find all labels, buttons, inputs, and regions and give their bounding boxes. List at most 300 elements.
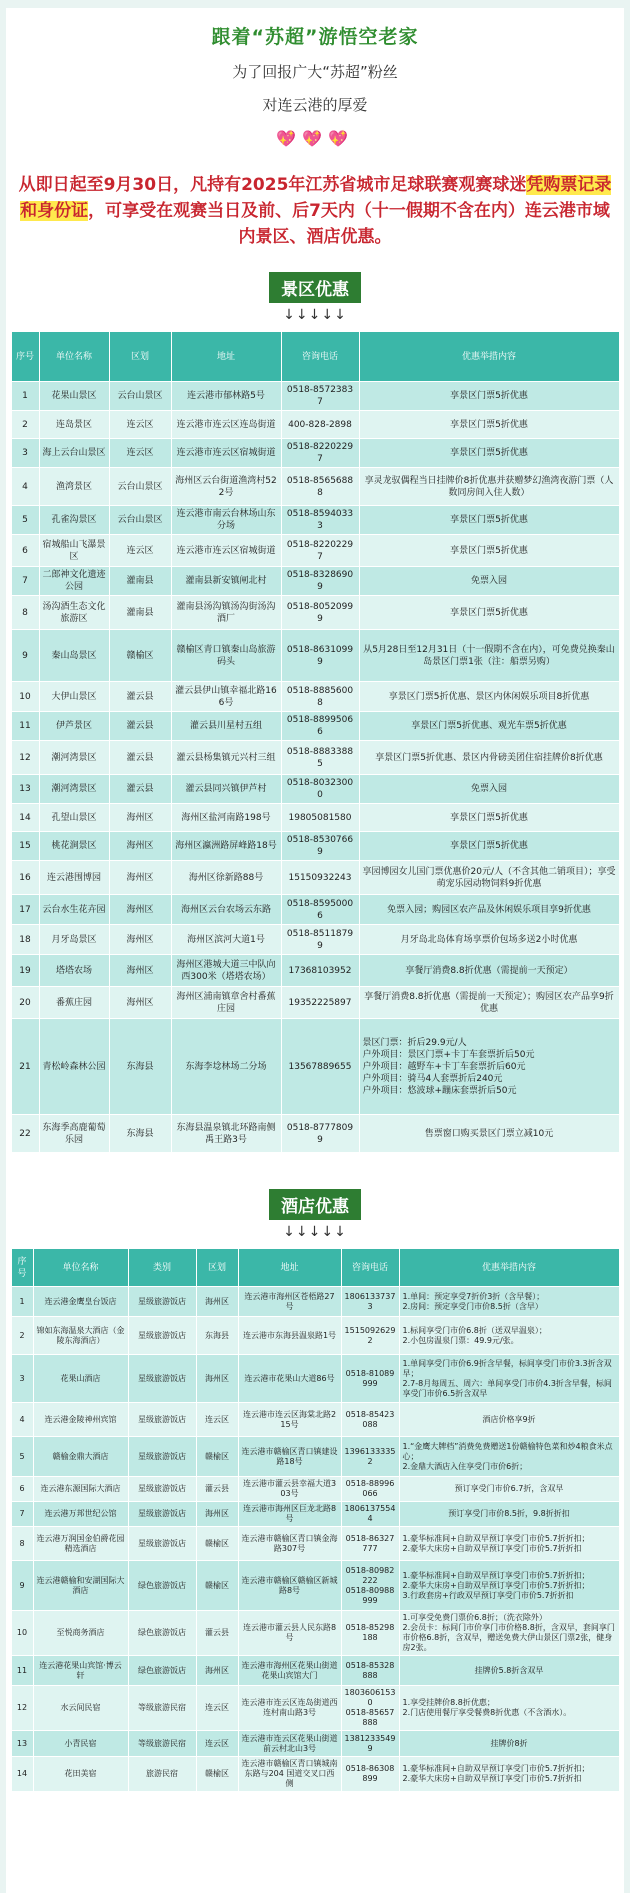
hotel-cell: 挂牌价8折 <box>399 1731 619 1757</box>
scenic-cell: 0518-80323000 <box>281 775 359 804</box>
hotel-cell: 连云区 <box>196 1686 238 1731</box>
scenic-cell: 番蕉庄园 <box>39 987 109 1019</box>
hotel-cell: 连云港金陵神州宾馆 <box>33 1403 128 1437</box>
scenic-cell: 0518-82202297 <box>281 535 359 567</box>
notice-highlight: 凭购票记录和身份证 <box>20 175 612 221</box>
hotel-cell: 海州区 <box>196 1287 238 1317</box>
scenic-cell: 1 <box>11 382 39 411</box>
hotel-cell: 酒店价格享9折 <box>399 1403 619 1437</box>
hotel-cell: 赣榆金鼎大酒店 <box>33 1437 128 1477</box>
scenic-cell: 享景区门票5折优惠、观光车票5折优惠 <box>359 712 619 741</box>
hotel-cell: 15150926292 <box>341 1317 399 1355</box>
scenic-cell: 海州区 <box>109 895 171 925</box>
hotel-cell: 18061375544 <box>341 1502 399 1527</box>
scenic-cell: 3 <box>11 439 39 468</box>
hotel-cell: 13 <box>11 1731 33 1757</box>
scenic-cell: 连云区 <box>109 439 171 468</box>
scenic-cell: 连云港市连云区连岛街道 <box>171 411 281 439</box>
scenic-cell: 享景区门票5折优惠 <box>359 804 619 832</box>
hotel-cell: 10 <box>11 1611 33 1656</box>
scenic-cell: 0518-88995066 <box>281 712 359 741</box>
top-border <box>0 0 630 8</box>
hotel-cell: 挂牌价5.8折含双早 <box>399 1656 619 1686</box>
hotel-cell: 水云间民宿 <box>33 1686 128 1731</box>
hotel-cell: 星级旅游饭店 <box>128 1317 196 1355</box>
scenic-cell: 免票入园 <box>359 775 619 804</box>
scenic-cell: 0518-85940333 <box>281 506 359 535</box>
scenic-cell: 灌云县伊山镇幸福北路166号 <box>171 682 281 712</box>
scenic-cell: 0518-83286909 <box>281 567 359 596</box>
scenic-cell: 享餐厅消费8.8折优惠（需提前一天预定） <box>359 955 619 987</box>
scenic-cell: 连云港围博园 <box>39 861 109 895</box>
hotel-cell: 0518-86308899 <box>341 1757 399 1792</box>
hotel-cell: 连云港花果山宾馆·博云轩 <box>33 1656 128 1686</box>
hotel-cell: 等级旅游民宿 <box>128 1686 196 1731</box>
scenic-cell: 0518-80520999 <box>281 596 359 630</box>
hotel-cell: 连云港市海州区巨龙北路8号 <box>238 1502 341 1527</box>
scenic-cell: 海州区 <box>109 804 171 832</box>
scenic-cell: 连云区 <box>109 411 171 439</box>
hotel-cell: 连云港市花果山大道86号 <box>238 1355 341 1403</box>
scenic-cell: 云台山景区 <box>109 382 171 411</box>
intro-line-1: 为了回报广大“苏超”粉丝 <box>232 63 398 81</box>
scenic-cell: 11 <box>11 712 39 741</box>
table-row <box>11 468 619 506</box>
table-row <box>11 682 619 712</box>
scenic-cell: 伊芦景区 <box>39 712 109 741</box>
scenic-cell: 连云区 <box>109 535 171 567</box>
hotel-cell: 绿色旅游饭店 <box>128 1561 196 1611</box>
hotel-cell: 2 <box>11 1317 33 1355</box>
scenic-cell: 海州区徐新路88号 <box>171 861 281 895</box>
table-row <box>11 382 619 411</box>
scenic-header-cell: 地址 <box>171 332 281 382</box>
hotel-cell: 18061337373 <box>341 1287 399 1317</box>
scenic-cell: 13 <box>11 775 39 804</box>
hotel-cell: 0518-81089999 <box>341 1355 399 1403</box>
scenic-cell: 享景区门票5折优惠 <box>359 382 619 411</box>
notice-part-2: ，可享受在观赛当日及前、后7天内（十一假期不含在内）连云港市域内景区、酒店优惠。 <box>88 201 610 247</box>
scenic-cell: 0518-85307669 <box>281 832 359 861</box>
scenic-table-header <box>11 332 619 382</box>
notice-part-1: 从即日起至9月30日，凡持有2025年江苏省城市足球联赛观赛球迷 <box>18 175 527 195</box>
table-row <box>11 1403 619 1437</box>
table-row <box>11 1019 619 1115</box>
hotel-cell: 星级旅游饭店 <box>128 1287 196 1317</box>
scenic-cell: 孔望山景区 <box>39 804 109 832</box>
scenic-cell: 汤沟酒生态文化旅游区 <box>39 596 109 630</box>
scenic-cell: 赣榆区青口镇秦山岛旅游码头 <box>171 630 281 682</box>
hotel-cell: 14 <box>11 1757 33 1792</box>
scenic-header-cell: 单位名称 <box>39 332 109 382</box>
table-row <box>11 861 619 895</box>
hotel-header-cell: 序号 <box>11 1249 33 1287</box>
hotel-header-cell: 咨询电话 <box>341 1249 399 1287</box>
table-row <box>11 1527 619 1561</box>
scenic-cell: 免票入园；购园区农产品及休闲娱乐项目享9折优惠 <box>359 895 619 925</box>
scenic-header-cell: 优惠举措内容 <box>359 332 619 382</box>
scenic-cell: 5 <box>11 506 39 535</box>
scenic-cell: 海州区盐河南路198号 <box>171 804 281 832</box>
hotel-cell: 7 <box>11 1502 33 1527</box>
scenic-cell: 13567889655 <box>281 1019 359 1115</box>
scenic-cell: 10 <box>11 682 39 712</box>
hotel-cell: 预订享受门市价6.7折，含双早 <box>399 1477 619 1502</box>
scenic-cell: 21 <box>11 1019 39 1115</box>
table-row <box>11 630 619 682</box>
scenic-cell: 连云港市郁林路5号 <box>171 382 281 411</box>
scenic-cell: 东海县 <box>109 1019 171 1115</box>
scenic-cell: 享景区门票5折优惠、景区内休闲娱乐项目8折优惠 <box>359 682 619 712</box>
scenic-cell: 海州区滨河大道1号 <box>171 925 281 955</box>
table-row <box>11 1502 619 1527</box>
table-row <box>11 1477 619 1502</box>
hotel-cell: 连云港市东海县温泉路1号 <box>238 1317 341 1355</box>
scenic-cell: 海州区云台农场云东路 <box>171 895 281 925</box>
hotel-cell: 绿色旅游饭店 <box>128 1656 196 1686</box>
scenic-cell: 0518-85656888 <box>281 468 359 506</box>
scenic-cell: 灌云县杨集镇元兴村三组 <box>171 741 281 775</box>
scenic-cell: 0518-88833885 <box>281 741 359 775</box>
scenic-cell: 17368103952 <box>281 955 359 987</box>
scenic-cell: 海州区 <box>109 832 171 861</box>
scenic-cell: 塔塔农场 <box>39 955 109 987</box>
table-row <box>11 832 619 861</box>
table-row <box>11 741 619 775</box>
scenic-cell: 14 <box>11 804 39 832</box>
hotel-cell: 海州区 <box>196 1355 238 1403</box>
scenic-cell: 云台山景区 <box>109 506 171 535</box>
hotel-cell: 8 <box>11 1527 33 1561</box>
table-row <box>11 1656 619 1686</box>
intro <box>0 0 630 148</box>
scenic-cell: 享景区门票5折优惠 <box>359 596 619 630</box>
table-row <box>11 1115 619 1153</box>
hotel-cell: 星级旅游饭店 <box>128 1477 196 1502</box>
hotel-cell: 13961333352 <box>341 1437 399 1477</box>
table-row <box>11 987 619 1019</box>
scenic-header-cell: 区划 <box>109 332 171 382</box>
scenic-cell: 灌南县汤沟镇汤沟街汤沟酒厂 <box>171 596 281 630</box>
hotel-header-cell: 单位名称 <box>33 1249 128 1287</box>
hotel-cell: 连云港市灌云县幸福大道303号 <box>238 1477 341 1502</box>
scenic-cell: 0518-87778099 <box>281 1115 359 1153</box>
table-row <box>11 1287 619 1317</box>
hotel-table-header <box>11 1249 619 1287</box>
scenic-cell: 东海县 <box>109 1115 171 1153</box>
hotel-cell: 绿色旅游饭店 <box>128 1611 196 1656</box>
scenic-cell: 17 <box>11 895 39 925</box>
scenic-cell: 0518-85723837 <box>281 382 359 411</box>
scenic-cell: 云台山景区 <box>109 468 171 506</box>
hotel-cell: 12 <box>11 1686 33 1731</box>
scenic-cell: 0518-88856008 <box>281 682 359 712</box>
scenic-cell: 月牙岛北岛体育场享票价包场多送2小时优惠 <box>359 925 619 955</box>
hotel-cell: 1.“金鹰大牌档”消费免费赠送1份赣榆特色菜和炒4粮食米点心； 2.金鼎大酒店入住享受门市价6折； <box>399 1437 619 1477</box>
hotel-cell: 预订享受门市价8.5折，9.8折折扣 <box>399 1502 619 1527</box>
hotel-header-cell: 类别 <box>128 1249 196 1287</box>
scenic-cell: 海州区港城大道三中队向西300米（塔塔农场） <box>171 955 281 987</box>
left-border <box>0 0 6 1893</box>
scenic-cell: 海州区 <box>109 925 171 955</box>
scenic-cell: 海州区云台街道渔湾村522号 <box>171 468 281 506</box>
table-row <box>11 895 619 925</box>
hotel-cell: 1.标间享受门市价6.8折（送双早温泉）； 2.小包房温泉门票：49.9元/张。 <box>399 1317 619 1355</box>
scenic-cell: 22 <box>11 1115 39 1153</box>
scenic-cell: 花果山景区 <box>39 382 109 411</box>
scenic-cell: 连云港市南云台林场山东分场 <box>171 506 281 535</box>
scenic-cell: 云台水生花卉园 <box>39 895 109 925</box>
table-row <box>11 1561 619 1611</box>
table-row <box>11 775 619 804</box>
scenic-cell: 潮河湾景区 <box>39 775 109 804</box>
notice <box>18 172 612 250</box>
scenic-cell: 4 <box>11 468 39 506</box>
hotel-cell: 星级旅游饭店 <box>128 1437 196 1477</box>
hotel-cell: 灌云县 <box>196 1611 238 1656</box>
table-row <box>11 955 619 987</box>
hotel-cell: 1 <box>11 1287 33 1317</box>
scenic-cell: 0518-85118799 <box>281 925 359 955</box>
hotel-cell: 赣榆区 <box>196 1437 238 1477</box>
hotel-cell: 海州区 <box>196 1656 238 1686</box>
table-row <box>11 1731 619 1757</box>
hotel-cell: 星级旅游饭店 <box>128 1403 196 1437</box>
hotel-cell: 连云港赣榆和安湖国际大酒店 <box>33 1561 128 1611</box>
hotel-cell: 5 <box>11 1437 33 1477</box>
scenic-cell: 从5月28日至12月31日（十一假期不含在内），可免费兑换秦山岛景区门票1张（注：船票另购） <box>359 630 619 682</box>
scenic-cell: 灌南县 <box>109 567 171 596</box>
scenic-cell: 15 <box>11 832 39 861</box>
scenic-cell: 海州区浦南镇章舍村番蕉庄园 <box>171 987 281 1019</box>
scenic-cell: 孔雀沟景区 <box>39 506 109 535</box>
hotel-cell: 1.豪华标准间+自助双早预订享受门市价5.7折折扣； 2.豪华大床房+自助双早预订享受门市价5.7折折扣 <box>399 1527 619 1561</box>
hotel-cell: 连云港市连云区连岛街道西连村南山路3号 <box>238 1686 341 1731</box>
scenic-cell: 海州区 <box>109 987 171 1019</box>
scenic-cell: 400-828-2898 <box>281 411 359 439</box>
scenic-cell: 19805081580 <box>281 804 359 832</box>
scenic-cell: 海州区 <box>109 861 171 895</box>
hotel-cell: 连云港市连云区花果山街道前云村北山3号 <box>238 1731 341 1757</box>
hotel-cell: 小青民宿 <box>33 1731 128 1757</box>
hotel-table <box>11 1248 620 1792</box>
hotel-cell: 连云港万邦世纪公馆 <box>33 1502 128 1527</box>
hotel-cell: 连云区 <box>196 1731 238 1757</box>
scenic-cell: 大伊山景区 <box>39 682 109 712</box>
hotel-cell: 连云港金鹰皇台饭店 <box>33 1287 128 1317</box>
hotel-cell: 0518-86327777 <box>341 1527 399 1561</box>
hotel-cell: 连云港市赣榆区赣榆区新城路8号 <box>238 1561 341 1611</box>
scenic-cell: 享景区门票5折优惠 <box>359 535 619 567</box>
table-row <box>11 712 619 741</box>
scenic-header-cell: 咨询电话 <box>281 332 359 382</box>
scenic-cell: 19352225897 <box>281 987 359 1019</box>
table-row <box>11 567 619 596</box>
scenic-cell: 赣榆区 <box>109 630 171 682</box>
scenic-cell: 海州区 <box>109 955 171 987</box>
scenic-section-label: 景区优惠 <box>269 272 361 303</box>
hotel-section-label: 酒店优惠 <box>269 1189 361 1220</box>
table-row <box>11 411 619 439</box>
hotel-cell: 花果山酒店 <box>33 1355 128 1403</box>
table-row <box>11 439 619 468</box>
scenic-cell: 20 <box>11 987 39 1019</box>
hotel-cell: 旅游民宿 <box>128 1757 196 1792</box>
scenic-cell: 灌南县 <box>109 596 171 630</box>
hotel-cell: 连云港市海州区苍梧路27号 <box>238 1287 341 1317</box>
scenic-cell: 潮河湾景区 <box>39 741 109 775</box>
hotel-cell: 18036061530 0518-85657888 <box>341 1686 399 1731</box>
table-row <box>11 804 619 832</box>
scenic-cell: 海州区瀛洲路屏峰路18号 <box>171 832 281 861</box>
hotel-cell: 4 <box>11 1403 33 1437</box>
hotel-cell: 东海县 <box>196 1317 238 1355</box>
table-row <box>11 596 619 630</box>
scenic-cell: 灌云县同兴镇伊芦村 <box>171 775 281 804</box>
scenic-cell: 东海季高鹿葡萄乐园 <box>39 1115 109 1153</box>
scenic-cell: 连云港市连云区宿城街道 <box>171 535 281 567</box>
scenic-cell: 灌云县川星村五组 <box>171 712 281 741</box>
scenic-section-header <box>0 272 630 323</box>
hotel-arrows: ↓↓↓↓↓ <box>283 1224 347 1240</box>
hotel-cell: 连云港市灌云县人民东路8号 <box>238 1611 341 1656</box>
hotel-cell: 等级旅游民宿 <box>128 1731 196 1757</box>
table-row <box>11 1611 619 1656</box>
scenic-cell: 享景区门票5折优惠 <box>359 506 619 535</box>
hotel-cell: 星级旅游饭店 <box>128 1527 196 1561</box>
hotel-cell: 赣榆区 <box>196 1527 238 1561</box>
hotel-header-cell: 地址 <box>238 1249 341 1287</box>
scenic-cell: 7 <box>11 567 39 596</box>
scenic-cell: 灌云县 <box>109 682 171 712</box>
hotel-cell: 连云港市赣榆区青口镇建设路18号 <box>238 1437 341 1477</box>
scenic-cell: 秦山岛景区 <box>39 630 109 682</box>
intro-title: 跟着“苏超”游悟空老家 <box>211 26 419 48</box>
hotel-cell: 0518-85298188 <box>341 1611 399 1656</box>
hotel-cell: 13812335499 <box>341 1731 399 1757</box>
hearts-icon: 💖💖💖 <box>276 129 354 148</box>
hotel-cell: 灌云县 <box>196 1477 238 1502</box>
scenic-cell: 8 <box>11 596 39 630</box>
scenic-cell: 享灵龙驭偶程当日挂牌价8折优惠并获赠梦幻渔湾夜游门票（人数同房间入住人数） <box>359 468 619 506</box>
hotel-cell: 6 <box>11 1477 33 1502</box>
right-border <box>624 0 630 1893</box>
scenic-cell: 连云港市连云区宿城街道 <box>171 439 281 468</box>
hotel-cell: 赣榆区 <box>196 1757 238 1792</box>
hotel-cell: 花田美宿 <box>33 1757 128 1792</box>
hotel-cell: 锦如东海温泉大酒店（金陵东海酒店） <box>33 1317 128 1355</box>
hotel-cell: 连云港市赣榆区青口镇金海路307号 <box>238 1527 341 1561</box>
scenic-cell: 景区门票：折后29.9元/人 户外项目：景区门票+卡丁车套票折后50元 户外项目：越野车+卡丁车套票折后60元 户外项目：骑马4人套票折后240元 户外项目：悠波球+蹦床套票折后50元 <box>359 1019 619 1115</box>
scenic-cell: 免票入园 <box>359 567 619 596</box>
scenic-cell: 连岛景区 <box>39 411 109 439</box>
hotel-cell: 0518-88996066 <box>341 1477 399 1502</box>
scenic-cell: 15150932243 <box>281 861 359 895</box>
scenic-header-cell: 序号 <box>11 332 39 382</box>
scenic-cell: 灌云县 <box>109 775 171 804</box>
table-row <box>11 1686 619 1731</box>
scenic-cell: 东海县温泉镇北环路南侧禹王路3号 <box>171 1115 281 1153</box>
scenic-cell: 享景区门票5折优惠 <box>359 832 619 861</box>
table-row <box>11 1437 619 1477</box>
hotel-cell: 1.可享受免费门票价6.8折；（洗衣除外） 2.会员卡：标间门市价享门市价格8.8折，含双早，套间享门市价格6.8折，含双早，赠送免费大伊山景区门票2张，健身房2张。 <box>399 1611 619 1656</box>
table-row <box>11 535 619 567</box>
scenic-table <box>11 331 620 1153</box>
hotel-section-header <box>0 1189 630 1240</box>
scenic-cell: 灌云县 <box>109 741 171 775</box>
scenic-cell: 0518-86310999 <box>281 630 359 682</box>
hotel-header-cell: 优惠举措内容 <box>399 1249 619 1287</box>
table-row <box>11 1757 619 1792</box>
hotel-cell: 海州区 <box>196 1502 238 1527</box>
scenic-cell: 18 <box>11 925 39 955</box>
hotel-cell: 赣榆区 <box>196 1561 238 1611</box>
scenic-cell: 0518-85950006 <box>281 895 359 925</box>
table-row <box>11 925 619 955</box>
intro-line-2: 对连云港的厚爱 <box>262 96 368 114</box>
hotel-cell: 至悦商务酒店 <box>33 1611 128 1656</box>
hotel-cell: 连云港市赣榆区青口镇城南东路与204 国道交叉口西侧 <box>238 1757 341 1792</box>
scenic-cell: 12 <box>11 741 39 775</box>
hotel-cell: 连云港市连云区海棠北路215号 <box>238 1403 341 1437</box>
scenic-cell: 享景区门票5折优惠、景区内骨磅美团住宿挂牌价8折优惠 <box>359 741 619 775</box>
scenic-cell: 渔湾景区 <box>39 468 109 506</box>
hotel-cell: 9 <box>11 1561 33 1611</box>
hotel-cell: 星级旅游饭店 <box>128 1355 196 1403</box>
hotel-cell: 连云港东源国际大酒店 <box>33 1477 128 1502</box>
hotel-cell: 连云区 <box>196 1403 238 1437</box>
scenic-cell: 宿城船山飞瀑景区 <box>39 535 109 567</box>
scenic-cell: 6 <box>11 535 39 567</box>
scenic-cell: 享景区门票5折优惠 <box>359 411 619 439</box>
scenic-cell: 0518-82202297 <box>281 439 359 468</box>
hotel-cell: 1.享受挂牌价8.8折优惠； 2.门店使用餐厅享受餐费8折优惠（不含酒水）。 <box>399 1686 619 1731</box>
scenic-cell: 灌南县新安镇闸北村 <box>171 567 281 596</box>
hotel-cell: 11 <box>11 1656 33 1686</box>
table-row <box>11 506 619 535</box>
scenic-cell: 19 <box>11 955 39 987</box>
scenic-cell: 月牙岛景区 <box>39 925 109 955</box>
scenic-cell: 16 <box>11 861 39 895</box>
scenic-cell: 桃花涧景区 <box>39 832 109 861</box>
scenic-cell: 享园博园女儿国门票优惠价20元/人（不含其他二销项目）；享受萌宠乐园动物饲料9折优惠 <box>359 861 619 895</box>
table-row <box>11 1317 619 1355</box>
scenic-cell: 青松岭森林公园 <box>39 1019 109 1115</box>
table-row <box>11 1355 619 1403</box>
scenic-cell: 灌云县 <box>109 712 171 741</box>
hotel-cell: 1.单间：预定享受7折价3折（含早餐）； 2.房间：预定享受门市价8.5折（含早） <box>399 1287 619 1317</box>
scenic-cell: 享景区门票5折优惠 <box>359 439 619 468</box>
scenic-cell: 2 <box>11 411 39 439</box>
hotel-cell: 3 <box>11 1355 33 1403</box>
hotel-cell: 1.豪华标准间+自助双早预订享受门市价5.7折折扣； 2.豪华大床房+自助双早预订享受门市价5.7折折扣； 3.行政套房+行政双早预订享受门市价5.7折折扣 <box>399 1561 619 1611</box>
scenic-arrows: ↓↓↓↓↓ <box>283 307 347 323</box>
hotel-cell: 1.单间享受门市价6.9折含早餐，标间享受门市价3.3折含双早； 2.7-8月每周五、周六：单间享受门市价4.3折含早餐，标间享受门市价6.5折含双早 <box>399 1355 619 1403</box>
hotel-cell: 连云港市海州区花果山街道花果山宾馆大门 <box>238 1656 341 1686</box>
hotel-cell: 0518-85328888 <box>341 1656 399 1686</box>
scenic-cell: 二郎神文化遗迹公园 <box>39 567 109 596</box>
hotel-cell: 星级旅游饭店 <box>128 1502 196 1527</box>
scenic-cell: 售票窗口购买景区门票立减10元 <box>359 1115 619 1153</box>
hotel-header-cell: 区划 <box>196 1249 238 1287</box>
scenic-cell: 9 <box>11 630 39 682</box>
hotel-cell: 1.豪华标准间+自助双早预订享受门市价5.7折折扣； 2.豪华大床房+自助双早预订享受门市价5.7折折扣 <box>399 1757 619 1792</box>
hotel-cell: 0518-80982222 0518-80988999 <box>341 1561 399 1611</box>
scenic-cell: 东海李埝林场二分场 <box>171 1019 281 1115</box>
scenic-cell: 享餐厅消费8.8折优惠（需提前一天预定）；购园区农产品享9折优惠 <box>359 987 619 1019</box>
hotel-cell: 连云港万润国金伯爵花园精选酒店 <box>33 1527 128 1561</box>
hotel-cell: 0518-85423088 <box>341 1403 399 1437</box>
